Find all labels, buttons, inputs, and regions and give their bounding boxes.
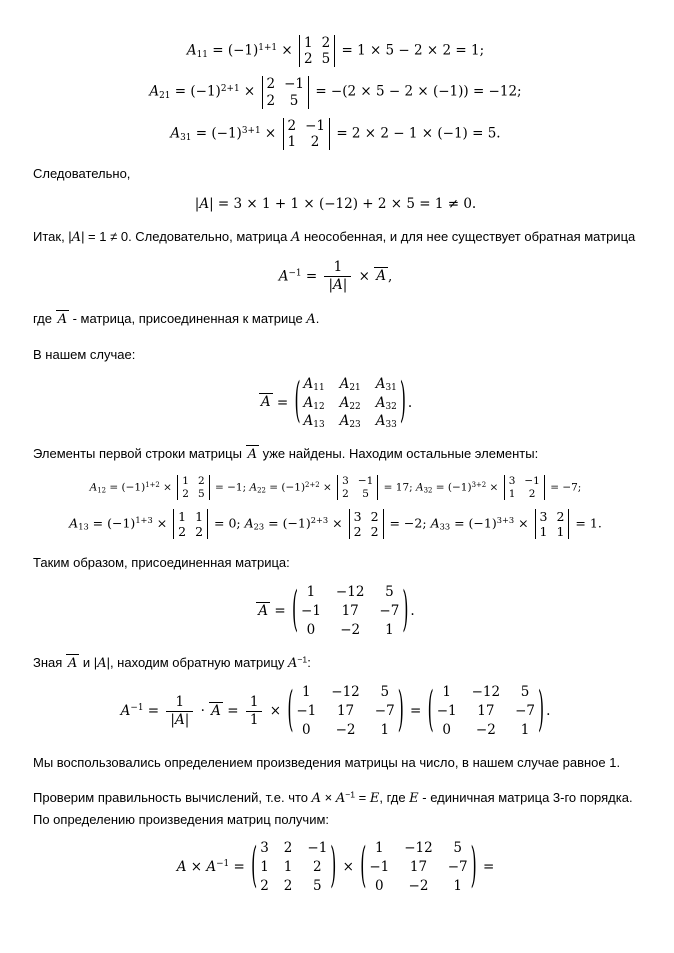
math-variable: A bbox=[247, 447, 257, 463]
eq-cofactor-a21: $A_{21} = (-1)^{2+1}$ × 2 −1 2 5 = −(2 × 5 − 2 × (−1)) = −12; bbox=[149, 76, 522, 109]
matrix-3x3: ( $A_{11}$ $A_{21}$ $A_{31}$ $A_{12}$ $A_{22}$ $A_{32}$ $A_{13}$ $A_{23}$ $A_{33}$ ) bbox=[294, 372, 406, 431]
left-paren: ( bbox=[251, 837, 258, 894]
math-variable: A bbox=[249, 481, 258, 494]
overbar-matrix-symbol bbox=[209, 702, 223, 720]
math-variable: A bbox=[244, 515, 254, 531]
determinant-2x2: 2 −1 2 5 bbox=[262, 76, 310, 108]
math-variable: A bbox=[375, 413, 386, 430]
paragraph-itak: Итак, |A| = 1 ≠ 0. Следовательно, матрица A неособенная, и для нее существует обратная матрица bbox=[33, 229, 636, 246]
math-variable: A bbox=[69, 515, 79, 531]
math-variable: A bbox=[149, 84, 160, 101]
matrix-3x3: ( 3 2 −1 1 1 2 2 2 5 ) bbox=[251, 837, 337, 895]
determinant-2x2: 3 −1 1 2 bbox=[504, 475, 545, 500]
math-variable: A bbox=[375, 375, 386, 392]
math-variable: A bbox=[258, 602, 269, 619]
math-variable: A bbox=[290, 230, 301, 246]
math-variable: A bbox=[211, 703, 221, 720]
determinant-2x2: 3 2 1 1 bbox=[535, 509, 570, 539]
math-variable: A bbox=[333, 277, 343, 294]
paragraph-v-nashem: В нашем случае: bbox=[33, 346, 136, 362]
math-variable: A bbox=[97, 655, 107, 671]
math-variable: A bbox=[376, 268, 387, 285]
paragraph-znaya: Зная A и |A|, находим обратную матрицу $A^{-1}$: bbox=[33, 653, 311, 671]
overbar-matrix-symbol bbox=[66, 654, 79, 672]
math-variable: A bbox=[339, 375, 350, 392]
left-paren: ( bbox=[427, 681, 434, 738]
math-variable: A bbox=[306, 312, 316, 328]
right-paren: ) bbox=[470, 837, 477, 894]
eq-cofactor-a11: $A_{11} = (-1)^{1+1}$ × 1 2 2 5 = 1 × 5 − 2 × 2 = 1; bbox=[186, 35, 485, 68]
left-paren: ( bbox=[291, 581, 299, 637]
math-variable: A bbox=[416, 481, 424, 494]
math-variable: E bbox=[369, 790, 380, 806]
math-variable: A bbox=[186, 42, 197, 59]
paragraph-takim: Таким образом, присоединенная матрица: bbox=[33, 555, 290, 571]
right-paren: ) bbox=[399, 372, 406, 429]
matrix-3x3: ( 1 −12 5 −1 17 −7 0 −2 1 ) bbox=[287, 681, 404, 739]
math-variable: A bbox=[89, 481, 98, 494]
eq-adjoint-values: A = ( 1 −12 5 −1 17 −7 0 −2 1 ) . bbox=[258, 581, 415, 638]
math-variable: A bbox=[303, 375, 314, 392]
math-variable: A bbox=[311, 790, 322, 806]
fraction: $\frac{1}{|A|}$ bbox=[324, 259, 351, 295]
math-variable: A bbox=[339, 413, 350, 430]
math-variable: A bbox=[278, 268, 289, 285]
math-variable: A bbox=[174, 712, 185, 729]
left-paren: ( bbox=[294, 372, 301, 429]
eq-verification-product: $A \times A^{-1}$ = ( 3 2 −1 1 1 2 2 2 5 ) × ( 1 −12 5 −1 17 −7 0 −2 1 ) = bbox=[176, 837, 495, 895]
overbar-matrix-symbol bbox=[246, 445, 259, 463]
determinant-2x2: 3 −1 2 5 bbox=[337, 475, 378, 500]
math-variable: A bbox=[206, 859, 217, 876]
math-variable: A bbox=[303, 394, 314, 411]
fraction: $\frac{1}{|A|}$ bbox=[166, 694, 193, 730]
determinant-2x2: 2 −1 1 2 bbox=[283, 118, 331, 150]
matrix-3x3: ( 1 −12 5 −1 17 −7 0 −2 1 ) bbox=[427, 681, 545, 739]
eq-inverse-formula: $A^{-1}$ = $\frac{1}{|A|}$ × A , bbox=[278, 258, 393, 294]
overbar-matrix-symbol bbox=[374, 267, 388, 285]
fraction: $\frac{1}{1}$ bbox=[246, 694, 263, 730]
eq-cofactors-row3: $A_{13} = (-1)^{1+3}$ × 1 1 2 2 = 0; $A_{23} = (-1)^{2+3}$ × 3 2 2 2 = −2; $A_{33} = (-1)^{3+3}$ × 3 2 1 1 = 1. bbox=[69, 509, 602, 540]
math-variable: A bbox=[199, 195, 210, 212]
math-variable: A bbox=[170, 125, 181, 142]
determinant-2x2: 1 2 2 5 bbox=[177, 475, 209, 500]
matrix-3x3: ( 1 −12 5 −1 17 −7 0 −2 1 ) bbox=[291, 581, 409, 638]
right-paren: ) bbox=[397, 681, 404, 738]
paragraph-my: Мы воспользовались определением произведения матрицы на число, в нашем случае равное 1. bbox=[33, 755, 621, 771]
paragraph-gde: где A - матрица, присоединенная к матрице A. bbox=[33, 311, 320, 328]
math-variable: A bbox=[260, 394, 271, 411]
right-paren: ) bbox=[402, 581, 409, 637]
eq-adjoint-symbolic: A = ( $A_{11}$ $A_{21}$ $A_{31}$ $A_{12}$ $A_{22}$ $A_{32}$ $A_{13}$ $A_{23}$ $A_{33}$ ) . bbox=[260, 372, 413, 431]
math-variable: A bbox=[288, 655, 298, 671]
math-variable: A bbox=[303, 413, 314, 430]
eq-cofactors-row2: $A_{12} = (-1)^{1+2}$ × 1 2 2 5 = −1; $A_{22} = (-1)^{2+2}$ × 3 −1 2 5 = 17; $A_{32} = (-1)^{3+2}$ × 3 −1 1 2 = −7; bbox=[89, 475, 582, 500]
overbar-matrix-symbol bbox=[256, 602, 270, 620]
math-variable: A bbox=[67, 655, 78, 671]
eq-cofactor-a31: $A_{31} = (-1)^{3+1}$ × 2 −1 1 2 = 2 × 2 − 1 × (−1) = 5. bbox=[170, 117, 501, 150]
overbar-matrix-symbol bbox=[56, 310, 69, 328]
math-variable: E bbox=[409, 790, 419, 806]
math-variable: A bbox=[57, 312, 67, 328]
math-variable: A bbox=[176, 859, 187, 876]
math-variable: A bbox=[71, 230, 82, 246]
eq-determinant: |A| = 3 × 1 + 1 × (−12) + 2 × 5 = 1 ≠ 0. bbox=[194, 195, 477, 212]
overbar-matrix-symbol bbox=[259, 393, 273, 411]
matrix-3x3: ( 1 −12 5 −1 17 −7 0 −2 1 ) bbox=[360, 837, 477, 895]
math-variable: A bbox=[339, 394, 350, 411]
right-paren: ) bbox=[330, 837, 337, 894]
eq-inverse-computation: $A^{-1}$ = $\frac{1}{|A|}$ · A = $\frac{1}{1}$ × ( 1 −12 5 −1 17 −7 0 −2 1 ) = ( 1 −12 5 −1 17 −7 0 −2 1 ) . bbox=[120, 681, 551, 739]
left-paren: ( bbox=[360, 837, 367, 894]
determinant-2x2: 3 2 2 2 bbox=[349, 509, 384, 539]
math-variable: A bbox=[335, 790, 346, 806]
paragraph-elementy: Элементы первой строки матрицы A уже найдены. Находим остальные элементы: bbox=[33, 446, 539, 463]
paragraph-sledovatelno: Следовательно, bbox=[33, 166, 131, 182]
paragraph-proverim: Проверим правильность вычислений, т.е. что $A \times A^{-1} = E$, где E - единичная матрица 3-го порядка. По определению произведения матриц получим: bbox=[33, 789, 633, 827]
math-variable: A bbox=[375, 394, 386, 411]
left-paren: ( bbox=[287, 681, 294, 738]
determinant-2x2: 1 2 2 5 bbox=[299, 35, 335, 67]
determinant-2x2: 1 1 2 2 bbox=[173, 509, 208, 539]
math-variable: A bbox=[120, 703, 131, 720]
math-variable: A bbox=[430, 515, 440, 531]
right-paren: ) bbox=[538, 681, 545, 738]
